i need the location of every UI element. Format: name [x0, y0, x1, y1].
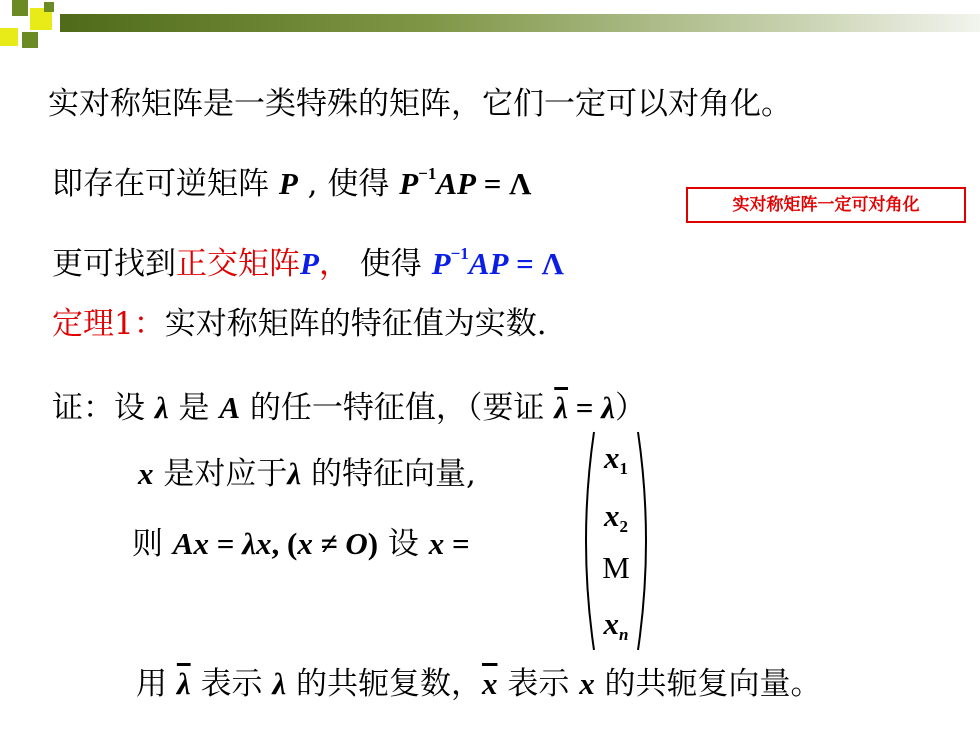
- vector-x: x: [255, 526, 272, 561]
- entry-sub: 1: [619, 459, 628, 478]
- entry-x: x: [604, 440, 620, 475]
- eq: =: [209, 526, 243, 561]
- equation-line: [132, 524, 470, 564]
- entry-x: x: [604, 498, 620, 533]
- entry-x: x: [603, 606, 620, 641]
- lambda: λ: [272, 666, 287, 701]
- ap: AP: [468, 246, 509, 281]
- text: ）: [614, 390, 646, 426]
- text: 证：设: [52, 390, 155, 426]
- text: 表示: [190, 666, 273, 702]
- text: 的任一特征值，（要证: [240, 390, 555, 426]
- zero-vector: O: [345, 526, 368, 561]
- neq: ≠: [312, 526, 346, 561]
- eq-lambda: = Λ: [508, 246, 564, 281]
- lambda: λ: [242, 526, 256, 561]
- vector-entry-2: [580, 496, 652, 547]
- vector-entry-dots: [580, 548, 652, 588]
- eq: =: [444, 526, 470, 561]
- matrix-p: P: [300, 246, 319, 281]
- text: 是: [168, 390, 220, 426]
- eq-lambda: = Λ: [475, 166, 532, 201]
- matrix-p: P: [431, 246, 451, 281]
- deco-square: [12, 0, 28, 16]
- lambda: λ: [154, 390, 169, 425]
- ax: Ax: [172, 526, 210, 561]
- ap: AP: [436, 166, 476, 201]
- text: 是对应于: [153, 456, 288, 492]
- x-bar: $\overline{x}$: [481, 666, 498, 701]
- eq: =: [568, 390, 602, 425]
- text: 的特征向量,: [301, 456, 476, 492]
- vector-entry-n: [580, 604, 652, 655]
- text: 则: [132, 526, 173, 562]
- header-bar: [60, 14, 980, 32]
- lambda: λ: [601, 390, 615, 425]
- proof-line: [52, 388, 646, 428]
- matrix-a: A: [219, 390, 241, 425]
- entry-sub: n: [619, 625, 629, 644]
- text: 用: [136, 666, 177, 702]
- entry-sub: 2: [619, 517, 628, 536]
- text: 的共轭复向量。: [594, 666, 822, 702]
- deco-square: [0, 28, 18, 46]
- lambda-bar: $\overline{\lambda}$: [554, 390, 569, 425]
- matrix-p: P: [399, 166, 419, 201]
- eigenvector-line: [138, 454, 476, 494]
- inverse-sup: −1: [450, 244, 469, 263]
- deco-square: [22, 32, 38, 48]
- text: 的共轭复数，: [286, 666, 482, 702]
- paren-open: , (: [271, 526, 298, 561]
- invertible-line: [52, 154, 531, 204]
- conjugate-line: [136, 664, 822, 704]
- column-vector: [580, 428, 652, 654]
- text: 表示: [497, 666, 580, 702]
- vertical-dots: M: [602, 550, 630, 585]
- text: 使得: [349, 246, 432, 282]
- theorem-text: 实对称矩阵的特征值为实数.: [164, 306, 547, 342]
- vector-x: x: [579, 666, 595, 701]
- inverse-sup: −1: [418, 164, 437, 183]
- matrix-p: P: [278, 166, 298, 201]
- comma: ，: [318, 246, 350, 282]
- theorem-label: 定理1：: [52, 306, 165, 342]
- vector-entry-1: [580, 438, 652, 489]
- orthogonal-line: [52, 234, 564, 284]
- text: 即存在可逆矩阵: [52, 166, 279, 202]
- theorem-line: [52, 304, 547, 344]
- intro-line: 实对称矩阵是一类特殊的矩阵，它们一定可以对角化。: [48, 86, 792, 122]
- vector-x: x: [138, 456, 154, 491]
- note-badge: 实对称矩阵一定可对角化: [686, 187, 966, 223]
- lambda: λ: [287, 456, 302, 491]
- vector-x: x: [428, 526, 445, 561]
- text: 设: [378, 526, 429, 562]
- vector-x: x: [297, 526, 313, 561]
- lambda-bar: $\overline{\lambda}$: [176, 666, 191, 701]
- paren-close: ): [367, 526, 379, 561]
- text: 更可找到: [52, 246, 176, 282]
- orthogonal-text: 正交矩阵: [176, 246, 300, 282]
- text: , 使得: [297, 166, 400, 202]
- deco-square: [44, 2, 54, 12]
